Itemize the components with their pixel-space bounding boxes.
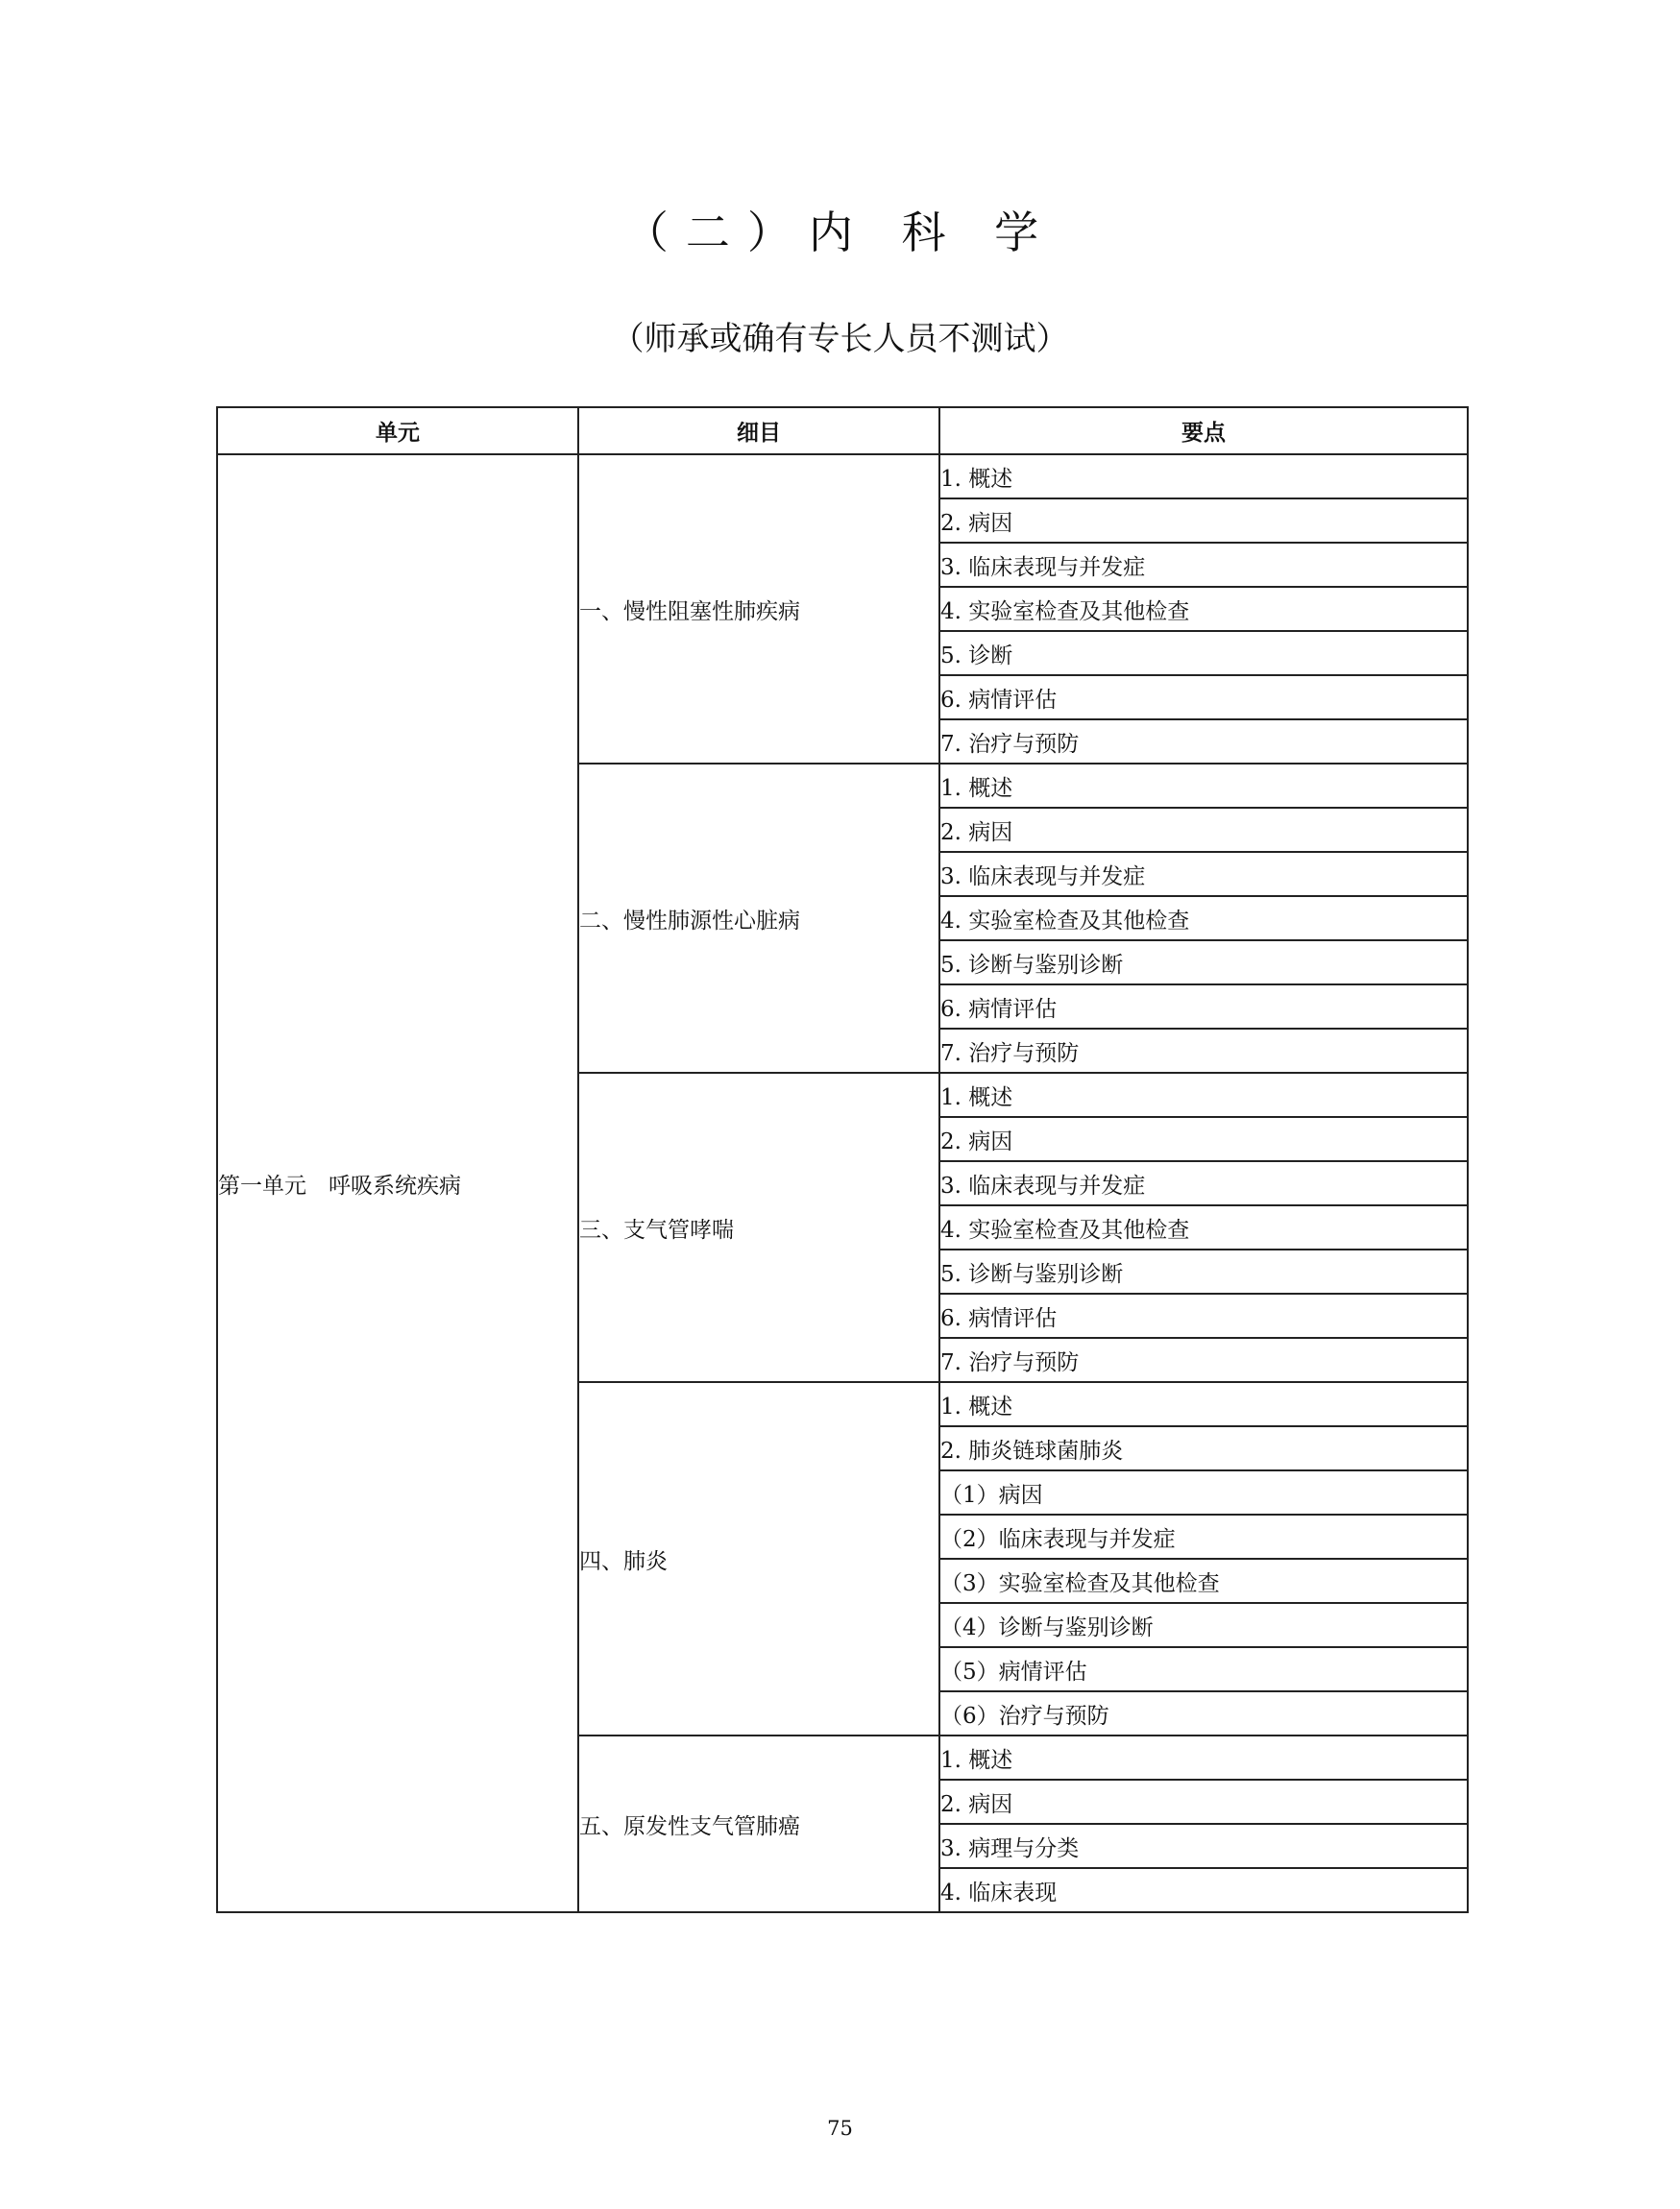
point-cell: 6. 病情评估: [939, 675, 1468, 719]
syllabus-table: [216, 406, 1469, 1913]
page-title: （二）内 科 学: [623, 206, 1057, 258]
point-cell: 2. 病因: [939, 1780, 1468, 1824]
page-subtitle: （师承或确有专长人员不测试）: [611, 320, 1069, 358]
point-cell: 3. 病理与分类: [939, 1824, 1468, 1868]
point-cell: （3）实验室检查及其他检查: [939, 1559, 1468, 1603]
point-cell: 2. 肺炎链球菌肺炎: [939, 1426, 1468, 1470]
point-cell: 6. 病情评估: [939, 1294, 1468, 1338]
point-cell: 6. 病情评估: [939, 984, 1468, 1029]
point-cell: 4. 实验室检查及其他检查: [939, 587, 1468, 631]
point-cell: 1. 概述: [939, 1382, 1468, 1426]
point-cell: 1. 概述: [939, 1073, 1468, 1117]
point-cell: （4）诊断与鉴别诊断: [939, 1603, 1468, 1647]
point-cell: 2. 病因: [939, 808, 1468, 852]
point-cell: 4. 实验室检查及其他检查: [939, 1205, 1468, 1250]
point-cell: 2. 病因: [939, 498, 1468, 543]
detail-cell: 五、原发性支气管肺癌: [578, 1736, 939, 1912]
header-points: 要点: [939, 407, 1468, 454]
header-unit: 单元: [217, 407, 578, 454]
point-cell: 3. 临床表现与并发症: [939, 1161, 1468, 1205]
point-cell: 7. 治疗与预防: [939, 1029, 1468, 1073]
point-cell: 3. 临床表现与并发症: [939, 852, 1468, 896]
point-cell: 7. 治疗与预防: [939, 1338, 1468, 1382]
detail-cell: 四、肺炎: [578, 1382, 939, 1736]
point-cell: 5. 诊断: [939, 631, 1468, 675]
point-cell: 1. 概述: [939, 764, 1468, 808]
table-body: [217, 454, 1468, 1912]
point-cell: 1. 概述: [939, 454, 1468, 498]
page-number: 75: [827, 2117, 853, 2140]
point-cell: （1）病因: [939, 1470, 1468, 1515]
point-cell: 1. 概述: [939, 1736, 1468, 1780]
point-cell: 4. 临床表现: [939, 1868, 1468, 1912]
point-cell: 5. 诊断与鉴别诊断: [939, 940, 1468, 984]
table-header-row: [217, 407, 1468, 454]
point-cell: 3. 临床表现与并发症: [939, 543, 1468, 587]
header-detail: 细目: [578, 407, 939, 454]
point-cell: 2. 病因: [939, 1117, 1468, 1161]
detail-cell: 二、慢性肺源性心脏病: [578, 764, 939, 1073]
detail-cell: 一、慢性阻塞性肺疾病: [578, 454, 939, 764]
table-row: [217, 454, 1468, 498]
point-cell: 4. 实验室检查及其他检查: [939, 896, 1468, 940]
unit-cell: 第一单元 呼吸系统疾病: [217, 454, 578, 1912]
point-cell: 7. 治疗与预防: [939, 719, 1468, 764]
point-cell: （5）病情评估: [939, 1647, 1468, 1691]
detail-cell: 三、支气管哮喘: [578, 1073, 939, 1382]
point-cell: 5. 诊断与鉴别诊断: [939, 1250, 1468, 1294]
point-cell: （2）临床表现与并发症: [939, 1515, 1468, 1559]
point-cell: （6）治疗与预防: [939, 1691, 1468, 1736]
